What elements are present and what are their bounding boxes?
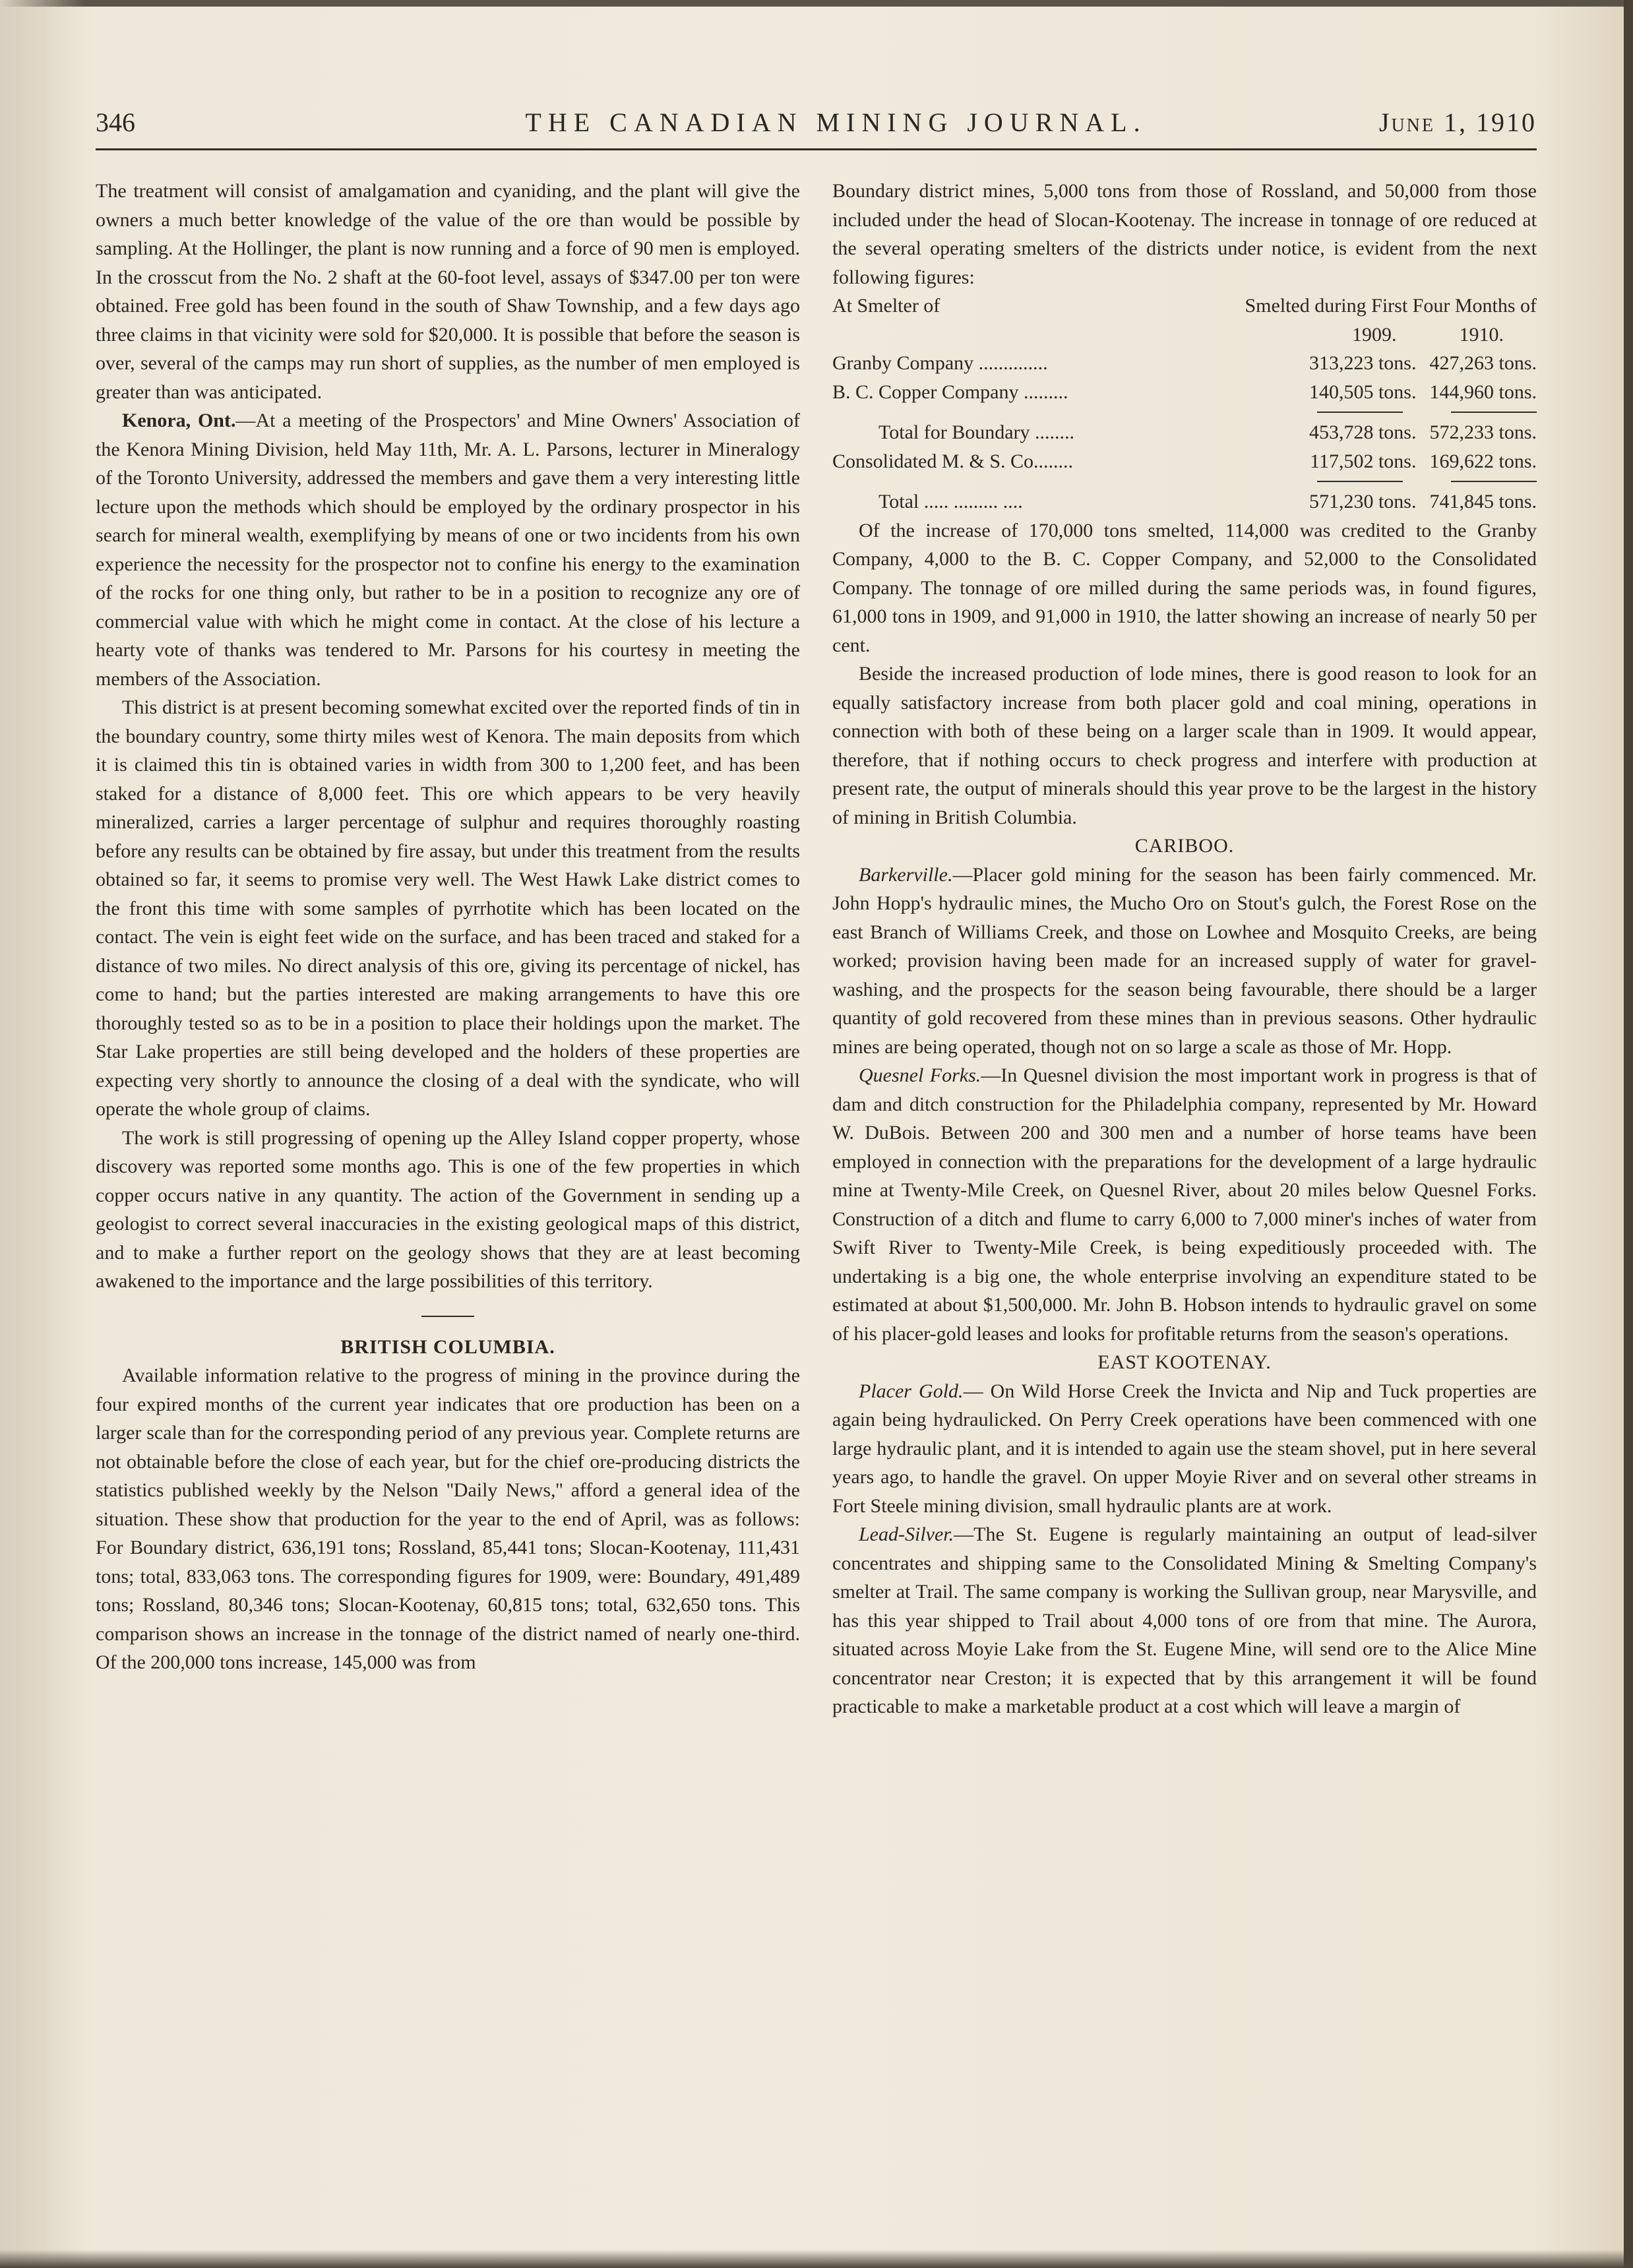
header-rule [96, 148, 1537, 150]
paragraph-text: —At a meeting of the Prospectors' and Mine Owners' Association of the Kenora Mining Division, held May 11th, Mr. A. L. Parsons, lecturer in Mineralogy of the Toronto University, addressed the members and gave them a very interesting little lecture upon the methods which should be employed by the ordinary prospector in his search for mineral wealth, exemplifying by means of one or two incidents from his own experience the necessity for the prospector not to confine his energy to the examination of the rocks for one thing only, but rather to be in a position to recognize any ore of commercial value with which he might come in contact. At the close of his lecture a hearty vote of thanks was tendered to Mr. Parsons for his courtesy in meeting the members of the Association. [96, 410, 800, 690]
table-header-right: Smelted during First Four Months of [1245, 295, 1537, 317]
paragraph-text: —In Quesnel division the most important work in progress is that of dam and ditch construction for the Philadelphia company, represented by Mr. Howard W. DuBois. Between 200 and 300 men and a number of horse teams have been employed in connection with the preparations for the development of a large hydraulic mine at Twenty-Mile Creek, on Quesnel River, about 20 miles below Quesnel Forks. Construction of a ditch and flume to carry 6,000 to 7,000 miner's inches of water from Swift River to Twenty-Mile Creek, is being expeditiously proceeded with. The undertaking is a big one, the whole enterprise involving an expenditure stated to be estimated at about $1,500,000. Mr. John B. Hobson intends to hydraulic gravel on some of his placer-gold leases and looks for profitable returns from the season's operations. [832, 1064, 1537, 1345]
table-row-total: Total ..... ......... .... 571,230 tons. 741,845 tons. [878, 491, 1537, 512]
sum-rule [1317, 481, 1403, 482]
year-1909: 1909. [1351, 323, 1397, 346]
sum-rule [1451, 412, 1537, 413]
section-heading-east-kootenay: EAST KOOTENAY. [1097, 1351, 1272, 1373]
table-row: Total for Boundary ........ 453,728 tons. 572,233 tons. [878, 421, 1537, 443]
running-header [96, 107, 1537, 146]
paragraph: Boundary district mines, 5,000 tons from those of Rossland, and 50,000 from those included under the head of Slocan-Kootenay. The increase in tonnage of ore reduced at the several operating smelters of the districts under notice, is evident from the next following figures: [832, 180, 1537, 288]
issue-date: June 1, 1910 [1378, 107, 1537, 137]
table-row: Granby Company .............. 313,223 tons. 427,263 tons. [832, 352, 1537, 374]
table-rule-row [832, 406, 1537, 418]
section-heading-british-columbia: BRITISH COLUMBIA. [340, 1335, 555, 1358]
scan-bottom-border [0, 2250, 1633, 2268]
run-in-head: Placer Gold. [859, 1380, 964, 1402]
paragraph: Of the increase of 170,000 tons smelted, 114,000 was credited to the Granby Company, 4,000 to the B. C. Copper Company, and 52,000 to the Consolidated Company. The tonnage of ore milled during the same periods was, in found figures, 61,000 tons in 1909, and 91,000 in 1910, the latter showing an increase of nearly 50 per cent. [832, 519, 1537, 656]
table-row: Consolidated M. & S. Co........ 117,502 tons. 169,622 tons. [832, 450, 1537, 472]
paragraph-text: — On Wild Horse Creek the Invicta and Nip and Tuck properties are again being hydraulicked. On Perry Creek operations have been commenced with one large hydraulic plant, and it is intended to again use the steam shovel, put in here several years ago, to handle the gravel. On upper Moyie River and on several other streams in Fort Steele mining division, small hydraulic plants are at work. [832, 1380, 1537, 1517]
journal-title: THE CANADIAN MINING JOURNAL. [525, 107, 1147, 137]
paragraph-placer-gold [832, 1377, 1537, 1521]
table-rule-row [832, 475, 1537, 487]
run-in-head: Lead-Silver. [859, 1523, 954, 1545]
section-divider [421, 1316, 474, 1317]
paragraph-lead-silver [832, 1520, 1537, 1721]
paragraph: The work is still progressing of opening up the Alley Island copper property, whose discovery was reported some months ago. This is one of the few properties in which copper occurs native in any quantity. The action of the Government in sending up a geologist to correct several inaccuracies in the existing geological maps of this district, and to make a further report on the geology shows that they are at least becoming awakened to the importance and the large possibilities of this territory. [96, 1126, 800, 1292]
left-column [96, 177, 800, 1677]
page-shadow-left [0, 0, 86, 2268]
scan-top-border [0, 0, 1633, 7]
smelter-table [832, 291, 1537, 516]
table-header-row [832, 291, 1537, 321]
paragraph-text: —Placer gold mining for the season has been fairly commenced. Mr. John Hopp's hydraulic mines, the Mucho Oro on Stout's gulch, the Forest Rose on the east Branch of Williams Creek, and those on Lowhee and Mosquito Creeks, are being worked; provision having been made for an increased supply of water for gravel-washing, and the prospects for the season being favourable, there should be a larger quantity of gold recovered from these mines than in previous seasons. Other hydraulic mines are being operated, though not on so large a scale as those of Mr. Hopp. [832, 863, 1537, 1058]
table-header-left: At Smelter of [832, 295, 940, 317]
section-heading-cariboo: CARIBOO. [1134, 835, 1235, 857]
run-in-head: Kenora, Ont. [122, 410, 236, 431]
scan-right-border [1624, 0, 1633, 2268]
table-year-row [832, 321, 1537, 350]
page-number: 346 [96, 107, 135, 137]
paragraph: Beside the increased production of lode mines, there is good reason to look for an equally satisfactory increase from both placer gold and coal mining, operations in connection with both of these being on a larger scale than in 1909. It would appear, therefore, that if nothing occurs to check progress and interfere with production at present rate, the output of minerals should this year prove to be the largest in the history of mining in British Columbia. [832, 663, 1537, 828]
paragraph-kenora [96, 406, 800, 693]
right-column [832, 177, 1537, 1721]
sum-rule [1317, 412, 1403, 413]
paragraph: This district is at present becoming somewhat excited over the reported finds of tin in the boundary country, some thirty miles west of Kenora. The main deposits from which it is claimed this tin is obtained varies in width from 300 to 1,200 feet, and has been staked for a distance of 8,000 feet. This ore which appears to be very heavily mineralized, carries a larger percentage of sulphur and requires thoroughly roasting before any results can be obtained by fire assay, but under this treatment from the results obtained so far, it seems to promise very well. The West Hawk Lake district comes to the front this time with some samples of pyrrhotite which has been located on the contact. The vein is eight feet wide on the surface, and has been traced and staked for a distance of two miles. No direct analysis of this ore, giving its percentage of nickel, has come to hand; but the parties interested are making arrangements to have this ore thoroughly tested so as to be in a position to place their holdings upon the market. The Star Lake properties are still being developed and the holders of these properties are expecting very shortly to announce the closing of a deal with the syndicate, who will operate the whole group of claims. [96, 696, 800, 1120]
year-1910: 1910. [1459, 323, 1504, 346]
sum-rule [1451, 481, 1537, 482]
paragraph: The treatment will consist of amalgamation and cyaniding, and the plant will give the owners a much better knowledge of the value of the ore than would be possible by sampling. At the Hollinger, the plant is now running and a force of 90 men is employed. In the crosscut from the No. 2 shaft at the 60-foot level, assays of $347.00 per ton were obtained. Free gold has been found in the south of Shaw Township, and a few days ago three claims in that vicinity were sold for $20,000. It is possible that before the season is over, several of the camps may run short of supplies, as the number of men employed is greater than was anticipated. [96, 180, 800, 403]
paragraph-quesnel [832, 1061, 1537, 1348]
run-in-head: Barkerville. [859, 863, 953, 886]
paragraph: Available information relative to the progress of mining in the province during the four expired months of the current year indicates that ore production has been on a larger scale than for the corresponding period of any previous year. Complete returns are not obtainable before the close of each year, but for the chief ore-producing districts the statistics published weekly by the Nelson ''Daily News,'' afford a general idea of the situation. These show that production for the year to the end of April, was as follows: For Boundary district, 636,191 tons; Rossland, 85,441 tons; Slocan-Kootenay, 111,431 tons; total, 833,063 tons. The corresponding figures for 1909, were: Boundary, 491,489 tons; Rossland, 80,346 tons; Slocan-Kootenay, 60,815 tons; total, 632,650 tons. This comparison shows an increase in the tonnage of the district named of nearly one-third. Of the 200,000 tons increase, 145,000 was from [96, 1364, 800, 1673]
paragraph-barkerville [832, 861, 1537, 1062]
paragraph-text: —The St. Eugene is regularly maintaining an output of lead-silver concentrates and shipping same to the Consolidated Mining & Smelting Company's smelter at Trail. The same company is working the Sullivan group, near Marysville, and has this year shipped to Trail about 4,000 tons of ore from that mine. The Aurora, situated across Moyie Lake from the St. Eugene Mine, will send ore to the Alice Mine concentrator near Creston; it is expected that by this arrangement it will be found practicable to make a marketable product at a cost which will leave a margin of [832, 1523, 1537, 1717]
run-in-head: Quesnel Forks. [859, 1064, 981, 1086]
table-row: B. C. Copper Company ......... 140,505 tons. 144,960 tons. [832, 381, 1537, 403]
